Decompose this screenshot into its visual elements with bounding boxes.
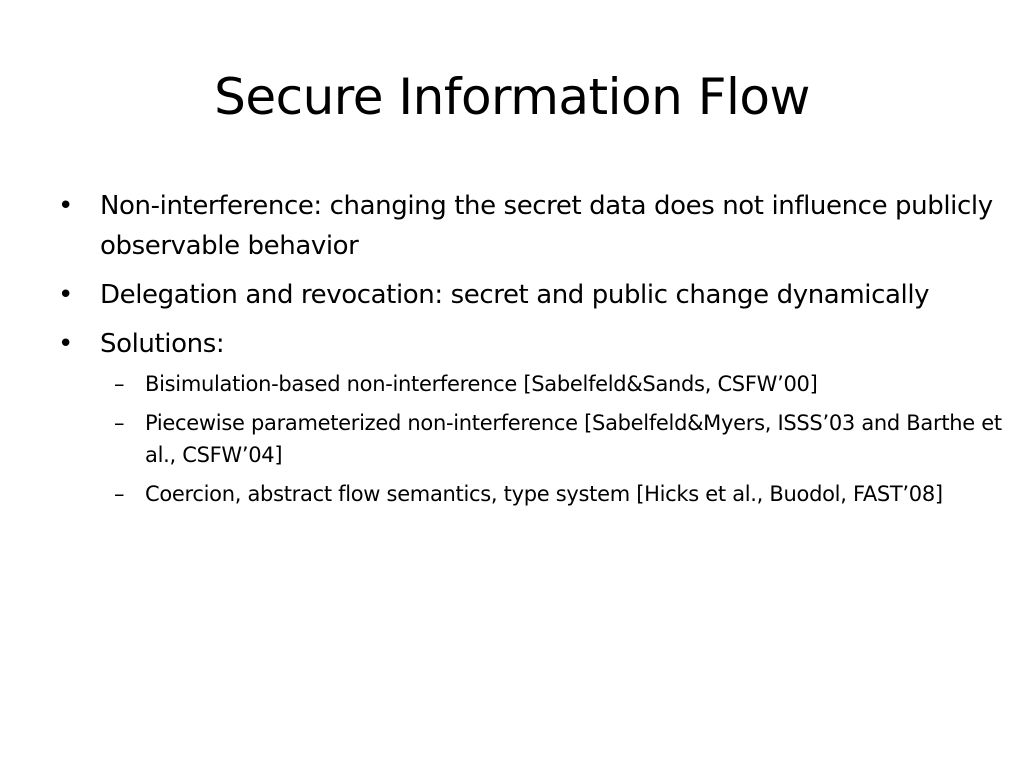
bullet-item: [58, 324, 1008, 510]
bullet-text: Delegation and revocation: secret and public change dynamically: [100, 280, 930, 310]
subbullet-text: Coercion, abstract flow semantics, type system [Hicks et al., Buodol, FAST’08]: [145, 482, 943, 506]
subbullet-item: [100, 478, 1008, 510]
slide-title: Secure Information Flow: [214, 68, 810, 126]
subbullet-list: [100, 368, 1008, 510]
bullet-marker: •: [58, 191, 73, 221]
bullet-marker: •: [58, 329, 73, 359]
bullet-text: Solutions:: [100, 329, 225, 359]
bullet-item: [58, 186, 1008, 266]
subbullet-text: Piecewise parameterized non-interference [Sabelfeld&Myers, ISSS’03 and Barthe et al., CSFW’04]: [145, 411, 1002, 467]
subbullet-marker: –: [114, 411, 125, 435]
bullet-list: [58, 186, 1008, 510]
subbullet-item: [100, 407, 1008, 471]
subbullet-marker: –: [114, 482, 125, 506]
bullet-marker: •: [58, 280, 73, 310]
bullet-item: [58, 275, 1008, 315]
bullet-text: Non-interference: changing the secret data does not influence publicly observable behavior: [100, 191, 993, 261]
subbullet-marker: –: [114, 372, 125, 396]
subbullet-text: Bisimulation-based non-interference [Sabelfeld&Sands, CSFW’00]: [145, 372, 818, 396]
subbullet-item: [100, 368, 1008, 400]
slide-content: [58, 186, 1008, 519]
